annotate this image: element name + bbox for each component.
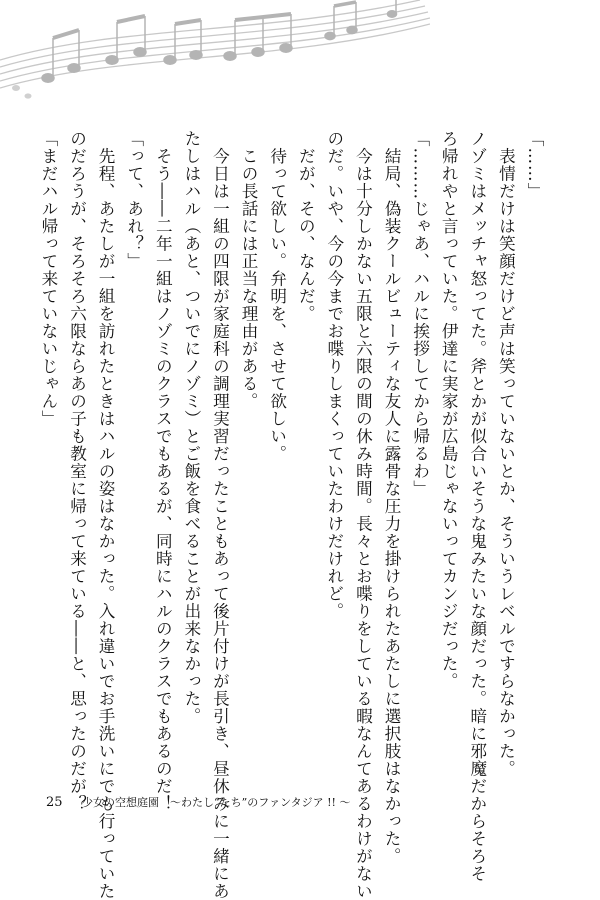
text-line: 「……」 (525, 130, 544, 200)
text-line: 「まだハル帰って来ていないじゃん」 (38, 130, 58, 428)
book-title: 少女の空想庭園 〜わたし“たち”のファンタジア !! 〜 (82, 796, 351, 809)
text-line: 先程、あたしが一組を訪れたときはハルの姿はなかった。入れ違いでお手洗いにでも行っていた (96, 130, 116, 900)
text-line: ろ帰れやと言っていた。伊達に実家が広島じゃないってカンジだった。 (439, 130, 459, 690)
text-line: のだろうが、そろそろ六限ならあの子も教室に帰って来ている――と、思ったのだが？ (67, 130, 87, 813)
text-line: だが、その、なんだ。 (296, 130, 316, 323)
text-line: そう――二年一組はノゾミのクラスでもあるが、同時にハルのクラスでもあるのだ！ (153, 130, 173, 813)
text-line: 今は十分しかない五限と六限の間の休み時間。長々とお喋りをしている暇なんてあるわけがない (353, 130, 373, 900)
text-line: 表情だけは笑顔だけど声は笑っていないとか、そういうレベルですらなかった。 (496, 130, 516, 778)
text-line: 「………じゃあ、ハルに挨拶してから帰るわ」 (410, 130, 430, 498)
text-line: 「って、あれ？」 (124, 130, 144, 270)
text-line: この長話には正当な理由がある。 (239, 130, 259, 410)
text-line: のだ。いや、今の今までお喋りしまくっていたわけだけれど。 (324, 130, 344, 620)
text-line: 結局、偽装クールビューティな友人に露骨な圧力を掛けられたあたしに選択肢はなかった。 (382, 130, 402, 865)
text-line: たしはハル（あと、ついでにノゾミ）とご飯を食べることが出来なかった。 (181, 130, 201, 725)
text-line: ノゾミはメッチャ怒ってた。斧とかが似合いそうな鬼みたいな顔だった。暗に邪魔だからそろそ (467, 130, 487, 883)
page-number: 25 (46, 795, 63, 810)
music-staff-decoration (0, 0, 430, 120)
text-line: 待って欲しい。弁明を、させて欲しい。 (267, 130, 287, 463)
page-footer (46, 794, 350, 810)
text-line: 今日は一組の四限が家庭科の調理実習だったこともあって後片付けが長引き、昼休みに一緒にあ (210, 130, 230, 900)
